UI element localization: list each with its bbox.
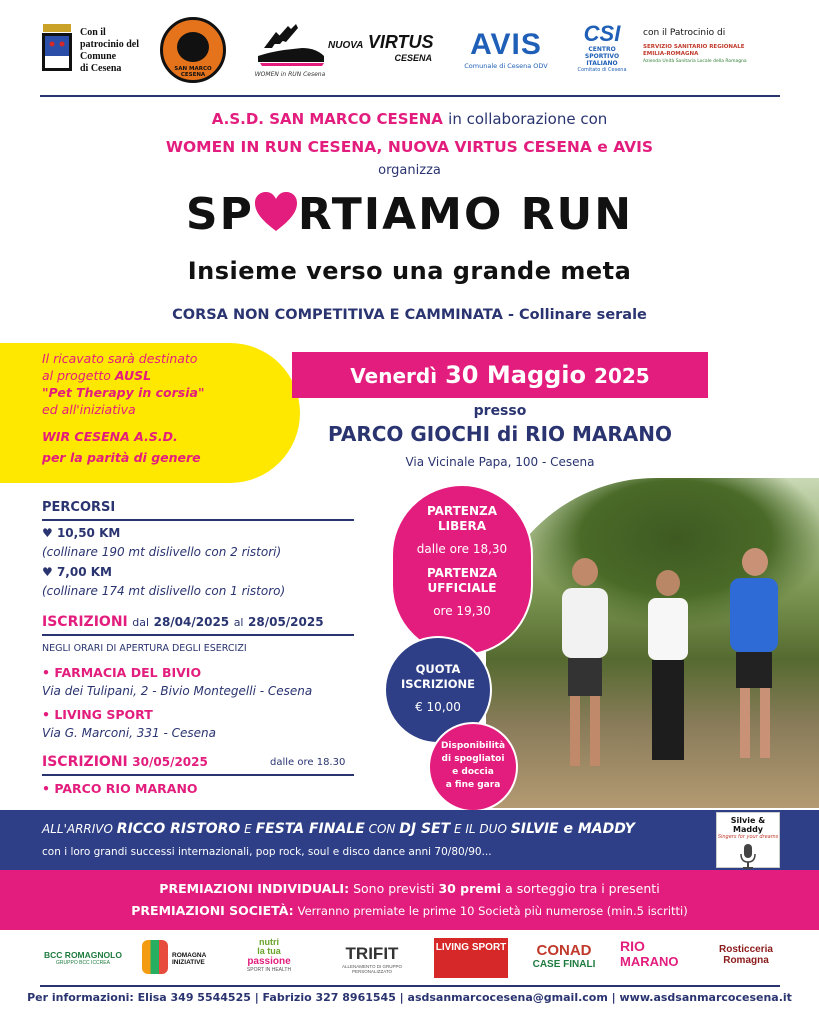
event-subtitle: Insieme verso una grande meta [187,257,632,285]
sponsor-living [434,938,508,978]
arrivo-e: CON [368,822,396,836]
iscrizioni-divider [42,634,354,636]
tagline-main: CORSA NON COMPETITIVA E CAMMINATA - [172,307,514,323]
premiazioni-1-b: 30 premi [438,881,502,896]
date-day: Venerdì [350,364,438,388]
comune-line-4: di Cesena [80,63,122,74]
iscrizioni-from: 28/04/2025 [153,615,230,629]
csi-logo [574,22,630,84]
sponsor-trifit [326,938,418,978]
sponsor-romagna [142,938,214,978]
women-in-run-logo [250,22,330,82]
organizza-text: organizza [378,163,441,178]
date-year: 2025 [594,364,650,388]
ssr-sub: Azienda Unità Sanitaria Locale della Romagna [643,59,747,64]
partenza-ufficiale-1: PARTENZA [426,566,498,580]
ssr-line-2: EMILIA-ROMAGNA [643,51,699,57]
venue-name: PARCO GIOCHI di RIO MARANO [328,422,672,446]
trifit-text: TRIFIT [345,944,399,963]
trifit-sub: ALLENAMENTO DI GRUPPO PERSONALIZZATO [342,964,402,974]
yellow-line-2 [42,367,282,384]
conad-sub: CASE FINALI [532,959,596,970]
yellow-line-3: "Pet Therapy in corsia" [42,385,205,400]
rio-text: RIO [620,938,645,954]
tagline-serale: Collinare serale [519,307,647,323]
date-main: 30 Maggio [445,361,587,389]
patrocinio-label: con il Patrocinio di [643,28,726,38]
comune-line-3: Comune [80,51,117,62]
sponsor-bcc [38,938,128,978]
iscrizioni-2-date: 30/05/2025 [132,755,208,769]
event-title [0,188,819,242]
premiazioni-line-2 [0,903,819,918]
yellow-line-5: WIR CESENA A.S.D. [42,429,178,444]
living-text: LIVING SPORT [435,942,507,953]
quota-label-2: ISCRIZIONE [400,677,475,691]
iscrizioni-2-heading [42,754,208,770]
libera-time: dalle ore 18,30 [416,542,508,556]
nutri-sub: SPORT IN HEALTH [246,967,292,973]
comune-line-2: patrocinio del [80,39,139,50]
servizi-2: di spogliatoi [441,754,505,764]
arrivo-g: E IL DUO [453,822,507,836]
arrivo-a: ALL'ARRIVO [42,822,113,836]
servizi-circle [428,722,518,812]
iscrizioni-note: NEGLI ORARI DI APERTURA DEGLI ESERCIZI [42,643,247,654]
route-2-heart-icon: ♥ [42,565,53,579]
iscrizioni-2-divider [42,774,354,776]
avis-logo [458,28,554,74]
premiazioni-line-1 [0,881,819,896]
microphone-icon [737,843,759,869]
venue-address: Via Vicinale Papa, 100 - Cesena [405,455,595,469]
partenza-libera-2: LIBERA [438,519,486,533]
rost-2: Romagna [723,955,769,966]
shop-2-address: Via G. Marconi, 331 - Cesena [42,726,217,740]
servizi-4: a fine gara [445,780,501,790]
arrivo-h: SILVIE e MADDY [510,821,635,837]
san-marco-tiger-icon [177,32,209,62]
women-logo-text: WOMEN in RUN Cesena [254,71,326,78]
ssr-logo [643,44,793,65]
title-part-1: SP [185,189,254,240]
place-2: • PARCO RIO MARANO [42,781,198,796]
intro-line-1 [0,110,819,128]
avis-logo-sub: Comunale di Cesena ODV [464,62,548,70]
premiazioni-2-label: PREMIAZIONI SOCIETÀ: [131,903,294,918]
san-marco-logo [160,17,226,83]
iscrizioni-2-label: ISCRIZIONI [42,754,128,770]
route-2 [42,565,112,579]
heart-icon [254,191,298,233]
running-shoe-icon [250,22,330,70]
yellow-line-1: Il ricavato sarà destinato [42,351,198,366]
shop-2-name: • LIVING SPORT [42,707,153,722]
presso-text: presso [473,403,527,419]
footer-divider [40,985,780,987]
arrivo-band [0,810,819,870]
contact-info: Per informazioni: Elisa 349 5544525 | Fabrizio 327 8961545 | asdsanmarcocesena@gmail.com | www.asdsanmarcocesena.it [27,991,792,1004]
route-1 [42,526,120,540]
bcc-text: BCC ROMAGNOLO [44,950,122,960]
csi-logo-mark: CSI [583,21,621,46]
marano-text: MARANO [620,954,679,969]
csi-sub-1: CENTRO [588,46,616,53]
premiazioni-band [0,870,819,930]
bcc-sub: GRUPPO BCC ICCREA [56,960,110,966]
csi-sub-3: ITALIANO [586,60,618,67]
partenza-libera-1: PARTENZA [426,504,498,518]
premiazioni-1-a: Sono previsti [353,881,435,896]
rost-1: Rosticceria [719,944,773,955]
nutri-1: nutri [259,937,279,947]
iscrizioni-2-time: dalle ore 18.30 [270,757,346,768]
route-2-distance: 7,00 KM [56,565,112,579]
virtus-logo-cesena: CESENA [394,53,432,63]
sponsor-rio-marano [620,938,694,978]
runner-1 [558,558,612,768]
shop-1-name: • FARMACIA DEL BIVIO [42,665,202,680]
runner-3 [726,548,782,768]
comune-line-1: Con il [80,27,106,38]
arrivo-line-1 [42,821,635,837]
event-tagline [0,307,819,323]
partenza-circle [391,484,533,656]
partners-line: WOMEN IN RUN CESENA, NUOVA VIRTUS CESENA e AVIS [165,138,654,156]
yellow-line-2b: AUSL [114,368,152,383]
sponsor-rosticceria [706,938,786,978]
nutri-3: passione [247,956,291,967]
iscrizioni-heading [42,614,324,630]
runner-2 [644,570,692,770]
route-1-detail: (collinare 190 mt dislivello con 2 ristori) [42,545,282,559]
arrivo-f: DJ SET [399,821,451,837]
iscrizioni-al: al [233,616,244,629]
iscrizioni-label: ISCRIZIONI [42,614,128,630]
iscrizioni-dal: dal [132,616,150,629]
route-2-detail: (collinare 174 mt dislivello con 1 ristoro) [42,584,286,598]
virtus-logo-virtus: VIRTUS [367,32,434,52]
badge-title: Silvie & Maddy [730,816,766,834]
quota-price: € 10,00 [415,700,461,714]
arrivo-b: RICCO RISTORO [116,821,241,837]
romagna-text: ROMAGNA INIZIATIVE [172,952,207,966]
yellow-line-4: ed all'iniziativa [42,402,136,417]
yellow-line-2a: al progetto [42,368,111,383]
silvie-maddy-badge [716,812,780,868]
runners-photo [486,478,819,808]
iscrizioni-to: 28/05/2025 [248,615,324,629]
org-name: A.S.D. SAN MARCO CESENA [211,110,443,128]
badge-sub: Singers for your dreams [717,834,779,840]
premiazioni-2-text: Verranno premiate le prime 10 Società più numerose (min.5 iscritti) [297,904,688,918]
sponsor-nutri [228,938,310,978]
ssr-line-1: SERVIZIO SANITARIO REGIONALE [643,44,745,50]
comune-patrocinio-text [80,27,160,75]
nuova-virtus-logo [328,32,438,72]
csi-sub-4: Comitato di Cesena [577,67,627,73]
romagna-mark [142,940,168,974]
avis-logo-text: AVIS [470,28,542,61]
quota-label-1: QUOTA [415,662,461,676]
header-divider [40,95,780,97]
event-date [292,352,708,398]
csi-sub-2: SPORTIVO [584,53,620,60]
yellow-line-6: per la parità di genere [42,450,201,465]
route-1-heart-icon: ♥ [42,526,53,540]
collab-text: in collaborazione con [448,110,608,128]
arrivo-d: FESTA FINALE [255,821,365,837]
nutri-2: la tua [257,946,281,956]
san-marco-logo-text: SAN MARCO CESENA [174,66,212,78]
arrivo-c: E [244,822,252,836]
ufficiale-time: ore 19,30 [433,604,491,618]
title-part-2: RTIAMO RUN [297,189,634,240]
percorsi-heading: PERCORSI [42,500,116,515]
route-1-distance: 10,50 KM [56,526,121,540]
percorsi-divider [42,519,354,521]
arrivo-line-2: con i loro grandi successi internazionali, pop rock, soul e disco dance anni 70/80/90... [42,846,492,858]
servizi-1: Disponibilità [440,741,506,751]
premiazioni-1-c: a sorteggio tra i presenti [505,881,660,896]
shop-1-address: Via dei Tulipani, 2 - Bivio Montegelli - Cesena [42,684,313,698]
sponsor-conad [524,938,604,978]
comune-crest-icon [40,22,74,74]
conad-text: CONAD [536,942,592,959]
partenza-ufficiale-2: UFFICIALE [427,581,497,595]
virtus-logo-nuova: NUOVA [328,40,364,51]
premiazioni-1-label: PREMIAZIONI INDIVIDUALI: [159,881,350,896]
servizi-3: e doccia [452,767,494,777]
